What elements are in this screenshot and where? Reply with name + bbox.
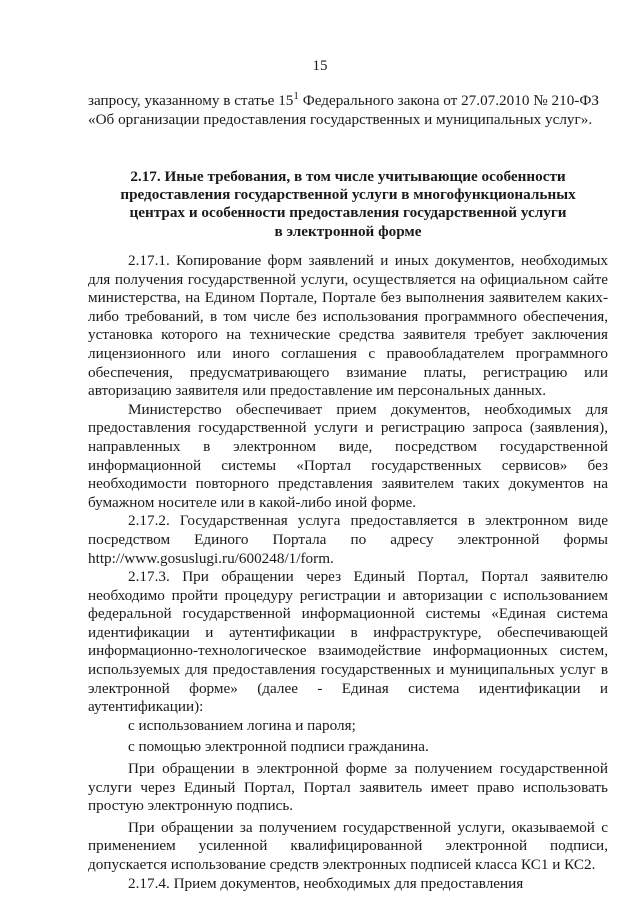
heading-line: в электронной форме xyxy=(274,222,422,240)
section-heading xyxy=(88,168,608,241)
paragraph-simple-signature: При обращении в электронной форме за получением государственной услуги через Единый Портал, Портал заявитель имеет право использовать простую электронную подпись. xyxy=(88,760,608,815)
paragraph-2-17-1: 2.17.1. Копирование форм заявлений и иных документов, необходимых для получения государственной услуги, осуществляется на официальном сайте министерства, на Едином Портале, Портале без выполнения заявителем каких-либо требований, в том числе без использования программного обеспечения, установка которого на технические средства заявителя требует заключения лицензионного или иного соглашения с правообладателем программного обеспечения, предусматривающего взимание платы, регистрацию или авторизацию заявителя или предоставление им персональных данных. xyxy=(88,252,608,400)
body-text xyxy=(88,252,608,893)
intro-line-1: запросу, указанному в статье $15^1$ Федерального закона от 27.07.2010 № 210-ФЗ xyxy=(88,89,599,109)
intro-line-2: «Об организации предоставления государственных и муниципальных услуг». xyxy=(88,110,593,128)
article-superscript: 1 xyxy=(293,89,299,102)
list-item-signature: с помощью электронной подписи гражданина. xyxy=(128,738,429,756)
paragraph-2-17-2: 2.17.2. Государственная услуга предоставляется в электронном виде посредством Единого Портала по адресу электронной формы http://www.gosuslugi.ru/600248/1/form. xyxy=(88,512,608,567)
heading-line: предоставления государственной услуги в многофункциональных xyxy=(120,186,576,204)
paragraph-2-17-3: 2.17.3. При обращении через Единый Портал, Портал заявителю необходимо пройти процедуру регистрации и авторизации с использованием федеральной государственной информационной системы «Единая система идентификации и аутентификации в инфраструктуре, обеспечивающей информационно-технологическое взаимодействие информационных систем, используемых для предоставления государственных и муниципальных услуг в электронной форме» (далее - Единая система идентификации и аутентификации): xyxy=(88,568,608,716)
heading-line: центрах и особенности предоставления государственной услуги xyxy=(129,204,567,222)
list-item-login: с использованием логина и пароля; xyxy=(128,716,356,734)
intro-text xyxy=(88,89,608,129)
page-number: 15 xyxy=(312,58,328,74)
paragraph-2-17-4: 2.17.4. Прием документов, необходимых для предоставления xyxy=(128,874,524,892)
paragraph-ministry-intake: Министерство обеспечивает прием документов, необходимых для предоставления государственной услуги и регистрацию запроса (заявления), направленных в электронном виде, посредством государственной информационной системы «Портал государственных сервисов» без необходимости повторного представления заявителем таких документов на бумажном носителе или в какой-либо иной форме. xyxy=(88,400,608,511)
paragraph-qualified-signature: При обращении за получением государственной услуги, оказываемой с применением усиленной квалифицированной электронной подписи, допускается использование средств электронных подписей класса КС1 и КС2. xyxy=(88,818,608,873)
heading-line: 2.17. Иные требования, в том числе учитывающие особенности xyxy=(130,168,566,185)
